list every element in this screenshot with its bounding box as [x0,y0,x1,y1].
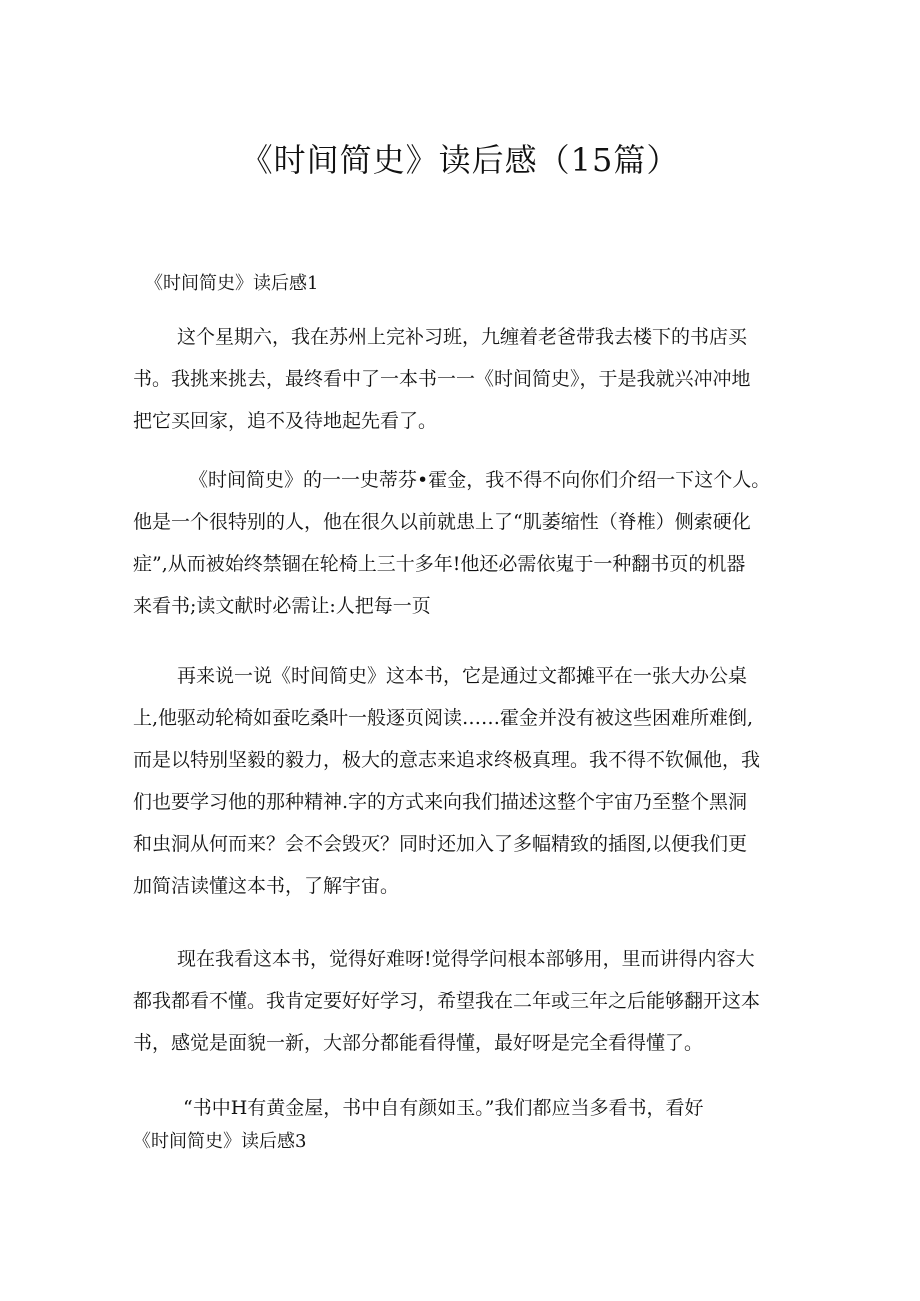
paragraph-line: 来看书;读文献时必需让:人把每一页 [133,595,431,617]
paragraph-1 [133,316,793,442]
paragraph-line: 他是一个很特别的人，他在很久以前就患上了“肌萎缩性（脊椎）侧索硬化 [133,511,751,533]
paragraph-line: 书，感觉是面貌一新，大部分都能看得懂，最好呀是完全看得懂了。 [133,1032,704,1054]
paragraph-line: 把它买回家，追不及待地起先看了。 [133,410,438,432]
paragraph-line: “书中H有黄金屋，书中自有颜如玉。”我们都应当多看书，看好 [183,1097,704,1119]
paragraph-line: 现在我看这本书，觉得好难呀!觉得学问根本部够用，里而讲得内容大 [177,948,755,970]
paragraph-line: 再来说一说《时间简史》这本书，它是通过文都摊平在一张大办公桌 [177,665,748,687]
paragraph-line: 上,他驱动轮椅如蚕吃桑叶一般逐页阅读……霍金并没有被这些困难所难倒, [133,707,754,729]
paragraph-3 [133,655,793,907]
paragraph-line: 书。我挑来挑去，最终看中了一本书一一《时间简史》，于是我就兴冲冲地 [133,368,751,390]
paragraph-line: 症”,从而被始终禁锢在轮椅上三十多年!他还必需依嵬于一种翻书页的机器 [133,553,746,575]
section-heading-3: 《时间简史》读后感3 [133,1131,307,1152]
section-heading-1: 《时间简史》读后感1 [145,273,319,294]
paragraph-line: 们也要学习他的那种精神.字的方式来向我们描述这整个宇宙乃至整个黑洞 [133,791,748,813]
document-title: 《时间简史》读后感（15篇） [240,141,680,179]
paragraph-line: 加简洁读懂这本书，了解宇宙。 [133,875,400,897]
paragraph-line: 都我都看不懂。我肯定要好好学习，希望我在二年或三年之后能够翻开这本 [133,990,761,1012]
paragraph-line: 而是以特别坚毅的毅力，极大的意志来追求终极真理。我不得不钦佩他，我 [133,749,761,771]
paragraph-line: 这个星期六，我在苏州上完补习班，九缠着老爸带我去楼下的书店买 [177,326,748,348]
paragraph-2 [133,459,793,627]
paragraph-line: 《时间简史》的一一史蒂芬•霍金，我不得不向你们介绍一下这个人。 [189,469,771,491]
paragraph-5 [133,1087,793,1129]
paragraph-4 [133,938,793,1064]
paragraph-line: 和虫洞从何而来？会不会毁灭？同时还加入了多幅精致的插图,以便我们更 [133,833,748,855]
